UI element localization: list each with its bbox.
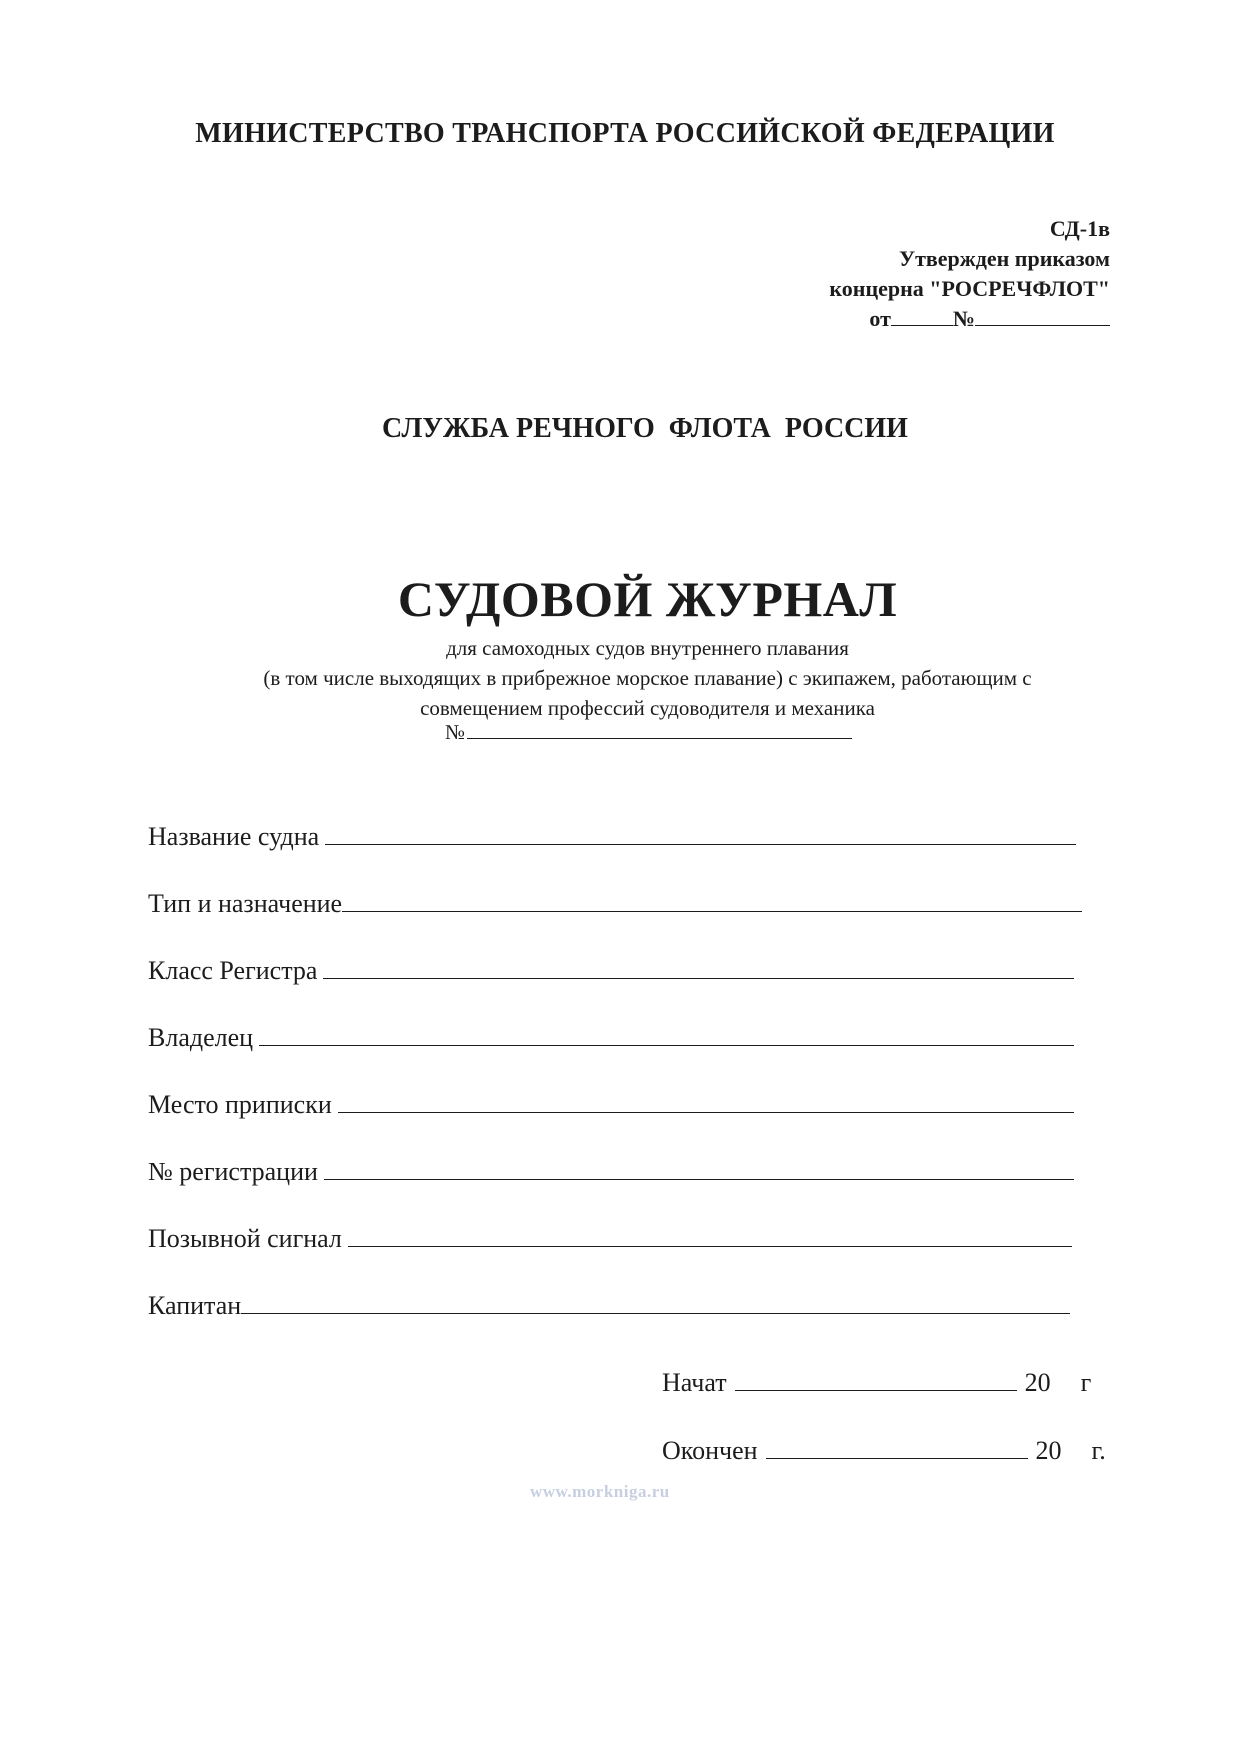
approval-number-sign: № [952,306,975,331]
service-heading: СЛУЖБА РЕЧНОГО ФЛОТА РОССИИ [382,413,908,444]
finished-label: Окончен [662,1436,758,1465]
type-purpose-blank[interactable] [342,889,1082,912]
started-year-suffix: г [1080,1368,1092,1397]
journal-number-line [445,720,852,745]
watermark: www.morkniga.ru [530,1482,670,1501]
home-port-blank[interactable] [338,1090,1074,1113]
started-label: Начат [662,1368,727,1397]
subtitle-line-1: для самоходных судов внутреннего плавания [446,636,849,660]
field-type-purpose [148,889,1098,956]
ot-label: от [869,306,891,331]
form-code: СД-1в [1049,216,1110,241]
started-date-row [662,1368,1091,1398]
captain-blank[interactable] [241,1291,1070,1314]
field-registration-number [148,1157,1098,1224]
field-captain [148,1291,1098,1358]
call-sign-blank[interactable] [348,1224,1072,1247]
approval-date-blank[interactable] [891,305,953,326]
journal-subtitle [0,633,1250,723]
owner-blank[interactable] [259,1023,1074,1046]
field-label: Владелец [148,1023,254,1052]
started-date-blank[interactable] [735,1368,1017,1391]
field-register-class [148,956,1098,1023]
field-label: Место приписки [148,1090,332,1119]
journal-number-sign: № [445,720,466,744]
register-class-blank[interactable] [323,956,1074,979]
subtitle-line-2: (в том числе выходящих в прибрежное морское плавание) с экипажем, работающим с [263,666,1032,690]
approval-number-blank[interactable] [975,305,1110,326]
registration-number-blank[interactable] [324,1157,1074,1180]
field-label: Капитан [148,1291,242,1320]
ministry-heading: МИНИСТЕРСТВО ТРАНСПОРТА РОССИЙСКОЙ ФЕДЕРАЦИИ [195,118,1055,149]
vessel-fields [148,822,1098,1358]
journal-title: СУДОВОЙ ЖУРНАЛ [397,571,898,627]
field-label: Название судна [148,822,320,851]
vessel-name-blank[interactable] [325,822,1076,845]
started-year: 20 [1024,1368,1051,1397]
approval-date-number-line [829,304,1110,334]
finished-year: 20 [1035,1436,1062,1465]
finished-date-blank[interactable] [766,1436,1028,1459]
field-label: Класс Регистра [148,956,318,985]
finished-date-row [662,1436,1106,1466]
journal-number-blank[interactable] [467,720,852,739]
field-label: Тип и назначение [148,889,343,918]
approval-block [829,214,1110,334]
subtitle-line-3: совмещением профессий судоводителя и механика [420,696,875,720]
field-label: № регистрации [148,1157,318,1186]
approved-line: Утвержден приказом [898,246,1110,271]
field-home-port [148,1090,1098,1157]
field-vessel-name [148,822,1098,889]
field-label: Позывной сигнал [148,1224,342,1253]
field-call-sign [148,1224,1098,1291]
concern-line: концерна "РОСРЕЧФЛОТ" [829,276,1110,301]
field-owner [148,1023,1098,1090]
finished-year-suffix: г. [1091,1436,1106,1465]
